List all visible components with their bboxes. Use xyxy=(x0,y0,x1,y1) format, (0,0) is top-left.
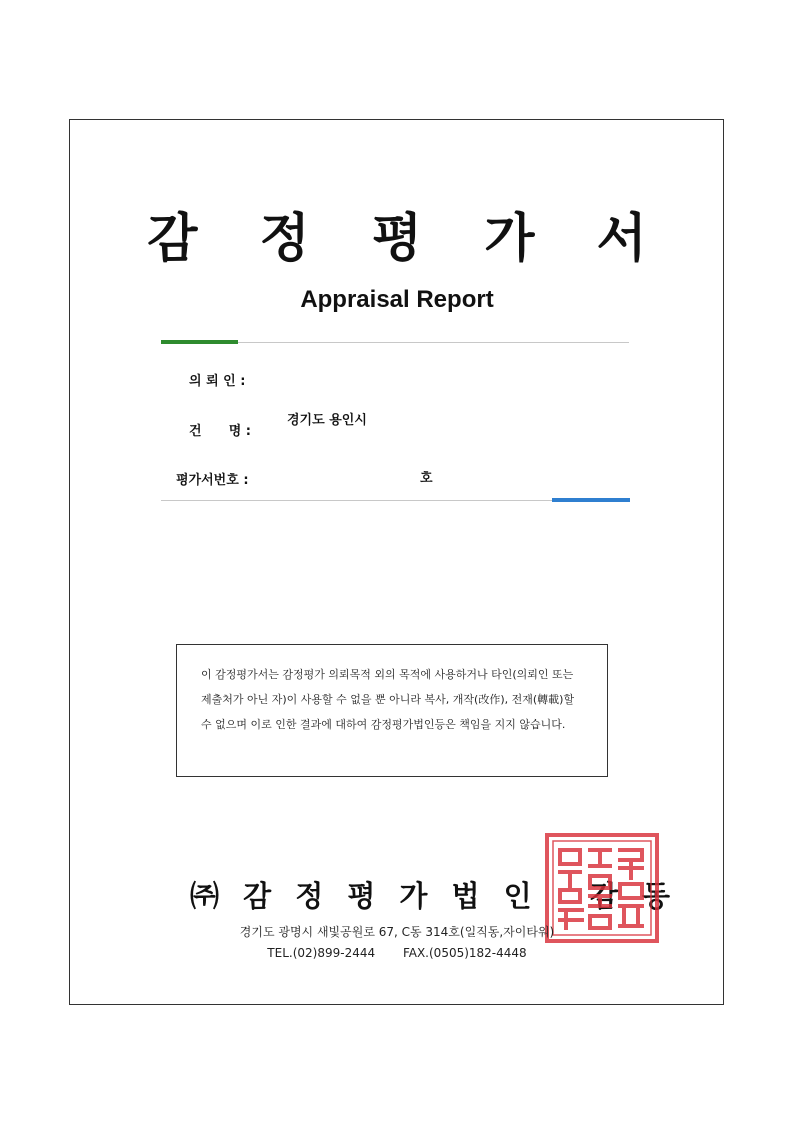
report-number-label: 평가서번호 : xyxy=(176,473,249,488)
client-label: 의 뢰 인 : xyxy=(189,374,246,389)
fax-number: FAX.(0505)182-4448 xyxy=(402,946,527,960)
blue-accent-bar xyxy=(552,498,630,502)
document-subtitle: Appraisal Report xyxy=(300,286,494,313)
case-label: 건 명 : xyxy=(189,424,251,439)
company-contact xyxy=(0,945,794,961)
disclaimer-notice: 이 감정평가서는 감정평가 의뢰목적 외의 목적에 사용하거나 타인(의뢰인 또는 제출처가 아닌 자)이 사용할 수 없을 뿐 아니라 복사, 개작(改作), 전재(轉載)할 수 없으며 이로 인한 결과에 대하여 감정평가법인등은 책임을 지지 않습니다. xyxy=(176,644,608,777)
green-accent-bar xyxy=(161,340,238,344)
report-number-suffix: 호 xyxy=(420,471,433,486)
telephone-number: TEL.(02)899-2444 xyxy=(267,946,376,960)
document-title: 감 정 평 가 서 xyxy=(147,209,669,269)
case-value: 경기도 용인시 xyxy=(287,413,367,428)
company-address: 경기도 광명시 새빛공원로 67, C동 314호(일직동,자이타워) xyxy=(239,925,555,939)
company-name: ㈜ 감 정 평 가 법 인 감 동 xyxy=(190,879,678,913)
